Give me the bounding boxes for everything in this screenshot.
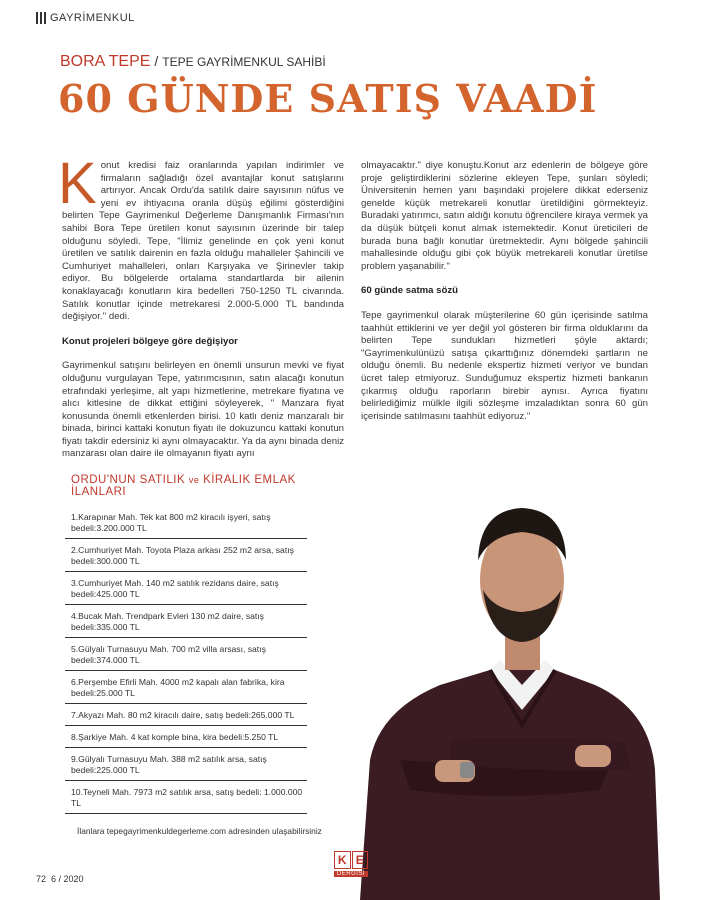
section-header	[36, 12, 135, 24]
left-column	[58, 151, 344, 473]
section-label: GAYRİMENKUL	[50, 12, 135, 24]
listing-item: 8.Şarkiye Mah. 4 kat komple bina, kira bedeli:5.250 TL	[65, 732, 307, 748]
logo-sub: DERGİSİ	[334, 871, 368, 877]
author-role: TEPE GAYRİMENKUL SAHİBİ	[162, 55, 326, 69]
listings-title-part1: ORDU'NUN SATILIK	[71, 474, 186, 486]
headline: 60 GÜNDE SATIŞ VAADİ	[58, 76, 598, 121]
listing-item: 9.Gülyalı Turnasuyu Mah. 388 m2 satılık arsa, satış bedeli:225.000 TL	[65, 754, 307, 781]
intro-text: onut kredisi faiz oranlarında yapılan indirimler ve firmaların sağladığı özel avantajlar konut satışlarını artırıyor. Ancak Ordu'da satılık daire sayısının nüfus ve yeni ev ihtiyacına oranla düşüş eğilimi gösterdiğini belirten Tepe Gayrimenkul Değerleme Danışmanlık Firması'nın sahibi Bora Tepe üretilen konut sayısının üzerinde bir talep olduğunu söyledi. Tepe, "İlimiz genelinde en çok yeni konut üretilen ve satılık dairenin en fazla olduğu mahalleler Şahincili ve Cumhuriyet mahalleleri, onları Karşıyaka ve Şirinevler takip ediyor. Bu bölgelerde ortalama standartlarda bir ailenin konaklayacağı konutların kira bedelleri 750-1250 TL civarında. Satılık konutlar içinde metrekaresi 2.000-5.000 TL bandında değişiyor.'' dedi.	[62, 160, 344, 323]
listings-title	[71, 474, 315, 498]
issue-date: 6 / 2020	[51, 874, 84, 884]
listings-title-ve: ve	[188, 475, 200, 485]
right-column	[361, 160, 648, 435]
listings-box	[65, 474, 315, 820]
listing-item: 3.Cumhuriyet Mah. 140 m2 satılık rezidans daire, satış bedeli:425.000 TL	[65, 578, 307, 605]
section-bars-icon	[36, 12, 46, 24]
body-paragraph: Tepe gayrimenkul olarak müşterilerine 60 gün içerisinde satılma taahhüt ettiklerini ve yer değil yol gösteren bir firma olduklarını da belirten Tepe sundukları hizmetleri şöyle aktardı; "Gayrimenkulünüzü satışa çıkarttığınız dönemdeki şartların ne olduğu önemli. Bu nedenle ekspertiz hizmeti veriyor ve bundan ücret talep etmiyoruz. Sunduğumuz ekspertiz hizmeti bankanın çıkarmış olduğu raporların birebir aynısı. Ayrıca fiyatını belirlediğimiz mülkle ilgili sözleşme imzaladıktan sonra 60 gün içerisinde satılmasını taahhüt ediyoruz."	[361, 309, 648, 422]
body-paragraph: Gayrimenkul satışını belirleyen en önemli unsurun mevki ve fiyat olduğunu vurgulayan Tepe, yatırımcısının, satın alacağı konutun etrafındaki yerleşime, alt yapı hizmetlerine, metrekare fiyatına ve alıcı kitlesine de dikkat ettiğini söyleyerek, " Manzara fiyat konusunda önemli etkenlerden birisi. 10 katlı deniz manzaralı bir binada, birinci kattaki konutun fiyatı ile dokuzuncu kattaki konutun fiyatı takdir edersiniz ki aynı olmayacaktır. Ya da aynı binada deniz manzarası olan daire ile olmayanın fiyatı aynı	[62, 360, 344, 460]
hand-left	[575, 745, 611, 767]
page-footer	[36, 874, 84, 884]
body-paragraph: olmayacaktır." diye konuştu.Konut arz edenlerin de bölgeye göre proje geliştirdiklerini sözlerine ekleyen Tepe, şunları söyledi; Üniversitenin hemen yanı başındaki projelere dikkat ederseniz genelde küçük metrekareli konutlar üretildiğini görmekteyiz. Buradaki yatırımcı, satın aldığı konutu öğrencilere kiraya vermek ya da düşük bütçeli konut almak istemektedir. Konut üreticileri de burada buna bağlı konutlar üretmektedir. Aynı bölgede şahincili mahallesinde olduğu gibi çok büyük metrekareli konutlar üretilse problem yaşanabilir."	[361, 160, 648, 272]
magazine-logo	[334, 851, 368, 877]
author-name: BORA TEPE	[60, 53, 151, 70]
listing-item: 5.Gülyalı Turnasuyu Mah. 700 m2 villa arsası, satış bedeli:374.000 TL	[65, 644, 307, 671]
intro-paragraph	[58, 151, 344, 324]
listing-item: 1.Karapınar Mah. Tek kat 800 m2 kiracılı işyeri, satış bedeli:3.200.000 TL	[65, 512, 307, 539]
page-number: 72	[36, 874, 47, 884]
listing-item: 7.Akyazı Mah. 80 m2 kiracılı daire, satış bedeli:265.000 TL	[65, 710, 307, 726]
portrait-photo	[340, 460, 670, 900]
listings-title-part2: KİRALIK EMLAK İLANLARI	[71, 474, 296, 498]
logo-k: K	[334, 851, 351, 869]
listing-item: 6.Perşembe Efirli Mah. 4000 m2 kapalı alan fabrika, kira bedeli:25.000 TL	[65, 677, 307, 704]
subhead-60-gunde: 60 günde satma sözü	[361, 285, 459, 297]
byline	[60, 53, 326, 71]
listing-item: 4.Bucak Mah. Trendpark Evleri 130 m2 daire, satış bedeli:335.000 TL	[65, 611, 307, 638]
byline-separator: /	[154, 53, 159, 69]
listing-item: 2.Cumhuriyet Mah. Toyota Plaza arkası 252 m2 arsa, satış bedeli:300.000 TL	[65, 545, 307, 572]
listing-item: 10.Teyneli Mah. 7973 m2 satılık arsa, satış bedeli: 1.000.000 TL	[65, 787, 307, 814]
listings-note: İlanlara tepegayrimenkuldegerleme.com adresinden ulaşabilirsiniz	[77, 826, 322, 836]
logo-ke	[334, 851, 368, 869]
subhead-konut-projeleri: Konut projeleri bölgeye göre değişiyor	[62, 335, 238, 347]
logo-e: E	[352, 851, 369, 869]
wristwatch-icon	[460, 762, 474, 778]
dropcap: K	[58, 151, 97, 216]
